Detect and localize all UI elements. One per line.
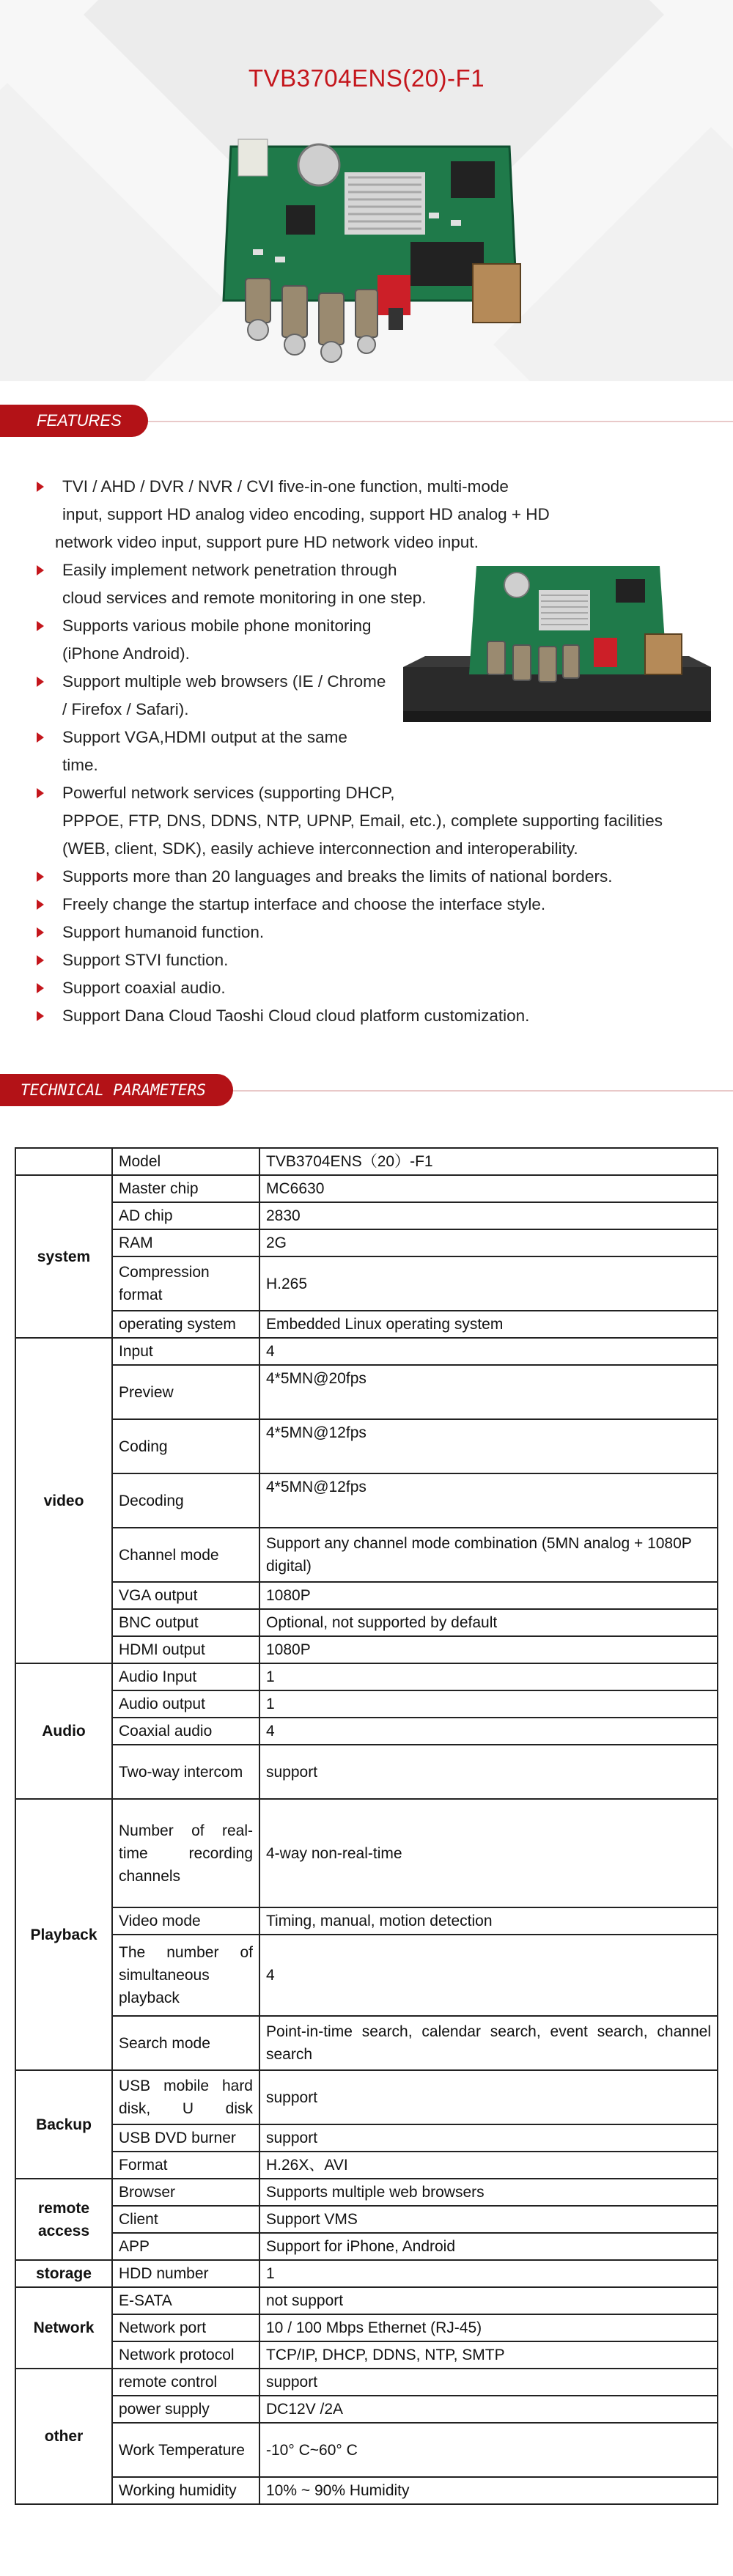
table-row — [15, 1582, 718, 1609]
bullet-arrow-icon — [37, 927, 44, 938]
feature-item: Support humanoid function. — [37, 919, 264, 946]
table-row — [15, 1935, 718, 2016]
param-value: DC12V /2A — [259, 2396, 718, 2423]
param-label: Video mode — [112, 1907, 259, 1935]
param-value: H.265 — [259, 1256, 718, 1311]
param-value: 4*5MN@20fps — [259, 1365, 718, 1419]
table-row — [15, 2206, 718, 2233]
category-cell: system — [15, 1175, 112, 1338]
param-label: APP — [112, 2233, 259, 2260]
table-row — [15, 1229, 718, 1256]
feature-item: Support multiple web browsers (IE / Chrome — [37, 668, 386, 696]
bullet-arrow-icon — [37, 788, 44, 798]
feature-item: Easily implement network penetration through — [37, 556, 397, 584]
category-cell: video — [15, 1338, 112, 1663]
category-cell: Network — [15, 2287, 112, 2369]
feature-item: TVI / AHD / DVR / NVR / CVI five-in-one function, multi-mode — [37, 473, 509, 501]
category-cell: Playback — [15, 1799, 112, 2070]
param-value: TVB3704ENS（20）-F1 — [259, 1148, 718, 1175]
param-label: HDD number — [112, 2260, 259, 2287]
param-label: Preview — [112, 1365, 259, 1419]
bullet-arrow-icon — [37, 899, 44, 910]
param-label: Network port — [112, 2314, 259, 2341]
table-row — [15, 2124, 718, 2152]
param-label: power supply — [112, 2396, 259, 2423]
table-row — [15, 1907, 718, 1935]
table-row — [15, 2396, 718, 2423]
feature-item: Support Dana Cloud Taoshi Cloud cloud platform customization. — [37, 1002, 529, 1030]
table-row — [15, 1311, 718, 1338]
param-label: BNC output — [112, 1609, 259, 1636]
category-cell-empty — [15, 1148, 112, 1175]
table-row — [15, 2287, 718, 2314]
param-value: not support — [259, 2287, 718, 2314]
param-value: 1 — [259, 2260, 718, 2287]
param-value: 1080P — [259, 1582, 718, 1609]
param-value: 4-way non-real-time — [259, 1799, 718, 1907]
param-label: E-SATA — [112, 2287, 259, 2314]
hero-banner — [0, 0, 733, 381]
param-label: The number of simultaneous playback — [112, 1935, 259, 2016]
feature-item-continuation: network video input, support pure HD network video input. — [55, 533, 479, 551]
param-value: Support for iPhone, Android — [259, 2233, 718, 2260]
table-row — [15, 1528, 718, 1582]
bullet-arrow-icon — [37, 872, 44, 882]
feature-item-continuation: / Firefox / Safari). — [62, 700, 189, 718]
param-value: Timing, manual, motion detection — [259, 1907, 718, 1935]
param-value: 2G — [259, 1229, 718, 1256]
table-row — [15, 2314, 718, 2341]
table-row — [15, 1365, 718, 1419]
param-value: support — [259, 2070, 718, 2124]
param-label: Audio output — [112, 1690, 259, 1718]
param-label: remote control — [112, 2369, 259, 2396]
table-row — [15, 1636, 718, 1663]
table-row — [15, 2152, 718, 2179]
table-row — [15, 2070, 718, 2124]
technical-parameters-table — [15, 1147, 718, 2505]
param-value: 10 / 100 Mbps Ethernet (RJ-45) — [259, 2314, 718, 2341]
category-cell: Backup — [15, 2070, 112, 2179]
param-label: Decoding — [112, 1473, 259, 1528]
param-value: support — [259, 2369, 718, 2396]
bullet-arrow-icon — [37, 955, 44, 965]
param-value: support — [259, 1745, 718, 1799]
feature-item: Powerful network services (supporting DHCP, — [37, 779, 395, 807]
param-value: 4*5MN@12fps — [259, 1473, 718, 1528]
param-label: Compression format — [112, 1256, 259, 1311]
table-row — [15, 2341, 718, 2369]
category-cell: Audio — [15, 1663, 112, 1799]
table-row — [15, 1175, 718, 1202]
param-value: MC6630 — [259, 1175, 718, 1202]
param-value: Point-in-time search, calendar search, event search, channel search — [259, 2016, 718, 2070]
param-label: RAM — [112, 1229, 259, 1256]
param-label: Two-way intercom — [112, 1745, 259, 1799]
param-value: Support any channel mode combination (5MN analog + 1080P digital) — [259, 1528, 718, 1582]
param-value: 1 — [259, 1690, 718, 1718]
param-value: TCP/IP, DHCP, DDNS, NTP, SMTP — [259, 2341, 718, 2369]
param-label: Audio Input — [112, 1663, 259, 1690]
param-value: H.26X、AVI — [259, 2152, 718, 2179]
product-with-case-image — [396, 564, 718, 740]
bullet-arrow-icon — [37, 565, 44, 575]
param-label: Coaxial audio — [112, 1718, 259, 1745]
feature-item: Freely change the startup interface and choose the interface style. — [37, 891, 545, 919]
param-label: Model — [112, 1148, 259, 1175]
feature-item: Support STVI function. — [37, 946, 228, 974]
param-label: operating system — [112, 1311, 259, 1338]
param-label: VGA output — [112, 1582, 259, 1609]
param-label: Search mode — [112, 2016, 259, 2070]
feature-item-continuation: PPPOE, FTP, DNS, DDNS, NTP, UPNP, Email, etc.), complete supporting facilities — [62, 812, 663, 830]
param-label: AD chip — [112, 1202, 259, 1229]
table-row — [15, 1473, 718, 1528]
table-row — [15, 1202, 718, 1229]
param-label: Coding — [112, 1419, 259, 1473]
param-value: 4 — [259, 1718, 718, 1745]
table-row — [15, 1338, 718, 1365]
table-row — [15, 2233, 718, 2260]
param-value: 4 — [259, 1338, 718, 1365]
feature-item-continuation: (iPhone Android). — [62, 644, 190, 663]
category-cell: storage — [15, 2260, 112, 2287]
category-cell: other — [15, 2369, 112, 2504]
feature-item: Support VGA,HDMI output at the same — [37, 724, 347, 751]
table-row — [15, 1256, 718, 1311]
param-label: Master chip — [112, 1175, 259, 1202]
bullet-arrow-icon — [37, 983, 44, 993]
param-value: support — [259, 2124, 718, 2152]
param-label: Number of real-time recording channels — [112, 1799, 259, 1907]
param-label: HDMI output — [112, 1636, 259, 1663]
param-value: 4*5MN@12fps — [259, 1419, 718, 1473]
table-row — [15, 2423, 718, 2477]
feature-item-continuation: input, support HD analog video encoding, support HD analog + HD — [62, 505, 550, 523]
table-row — [15, 1745, 718, 1799]
bullet-arrow-icon — [37, 482, 44, 492]
param-label: Format — [112, 2152, 259, 2179]
feature-item-continuation: (WEB, client, SDK), easily achieve interconnection and interoperability. — [62, 839, 578, 858]
table-row — [15, 2179, 718, 2206]
bullet-arrow-icon — [37, 1011, 44, 1021]
param-value: Support VMS — [259, 2206, 718, 2233]
param-value: 10% ~ 90% Humidity — [259, 2477, 718, 2504]
table-row — [15, 1799, 718, 1907]
param-value: Embedded Linux operating system — [259, 1311, 718, 1338]
table-row — [15, 2260, 718, 2287]
param-label: Client — [112, 2206, 259, 2233]
table-row — [15, 2016, 718, 2070]
table-row — [15, 1419, 718, 1473]
technical-parameters-heading: TECHNICAL PARAMETERS — [0, 1074, 233, 1106]
param-value: 1 — [259, 1663, 718, 1690]
product-board-image — [209, 132, 524, 374]
param-label: Channel mode — [112, 1528, 259, 1582]
feature-item: Support coaxial audio. — [37, 974, 226, 1002]
param-value: Supports multiple web browsers — [259, 2179, 718, 2206]
table-row — [15, 1718, 718, 1745]
bullet-arrow-icon — [37, 621, 44, 631]
features-heading: FEATURES — [0, 405, 148, 437]
param-label: Input — [112, 1338, 259, 1365]
product-title: TVB3704ENS(20)-F1 — [248, 65, 485, 92]
param-value: 1080P — [259, 1636, 718, 1663]
param-label: Work Temperature — [112, 2423, 259, 2477]
param-value: 2830 — [259, 1202, 718, 1229]
feature-item: Supports more than 20 languages and breaks the limits of national borders. — [37, 863, 612, 891]
table-row — [15, 1609, 718, 1636]
param-label: Browser — [112, 2179, 259, 2206]
table-row — [15, 1690, 718, 1718]
param-label: Network protocol — [112, 2341, 259, 2369]
table-row — [15, 2369, 718, 2396]
param-value: Optional, not supported by default — [259, 1609, 718, 1636]
param-label: USB mobile hard disk, U disk — [112, 2070, 259, 2124]
param-label: Working humidity — [112, 2477, 259, 2504]
table-row — [15, 2477, 718, 2504]
param-value: 4 — [259, 1935, 718, 2016]
bullet-arrow-icon — [37, 677, 44, 687]
feature-item: Supports various mobile phone monitoring — [37, 612, 372, 640]
param-label: USB DVD burner — [112, 2124, 259, 2152]
table-row — [15, 1148, 718, 1175]
table-row — [15, 1663, 718, 1690]
feature-item-continuation: time. — [62, 756, 98, 774]
category-cell: remote access — [15, 2179, 112, 2260]
feature-item-continuation: cloud services and remote monitoring in one step. — [62, 589, 427, 607]
bullet-arrow-icon — [37, 732, 44, 743]
param-value: -10° C~60° C — [259, 2423, 718, 2477]
